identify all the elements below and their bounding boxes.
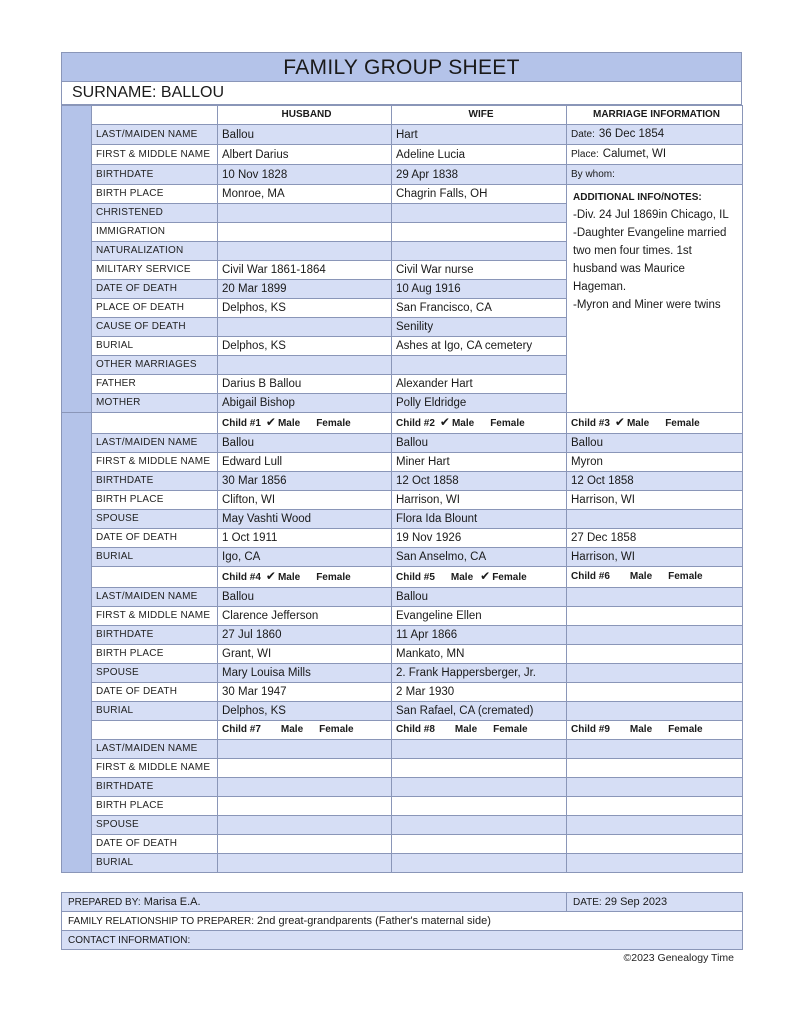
surname-row — [61, 82, 742, 105]
child-row — [62, 740, 743, 759]
notes-line: Hageman. — [573, 281, 627, 293]
child-9-field[interactable] — [567, 759, 743, 778]
child-7-field[interactable] — [218, 797, 392, 816]
wife-field[interactable] — [392, 356, 567, 375]
child-row — [62, 548, 743, 567]
child-row-label: FIRST & MIDDLE NAME — [92, 453, 218, 472]
child-5-field[interactable]: 2. Frank Happersberger, Jr. — [392, 664, 567, 683]
child-row — [62, 453, 743, 472]
wife-field[interactable]: 29 Apr 1838 — [392, 165, 567, 185]
vital-row-label: CAUSE OF DEATH — [92, 318, 218, 337]
child-row — [62, 664, 743, 683]
female-option[interactable] — [307, 724, 353, 735]
child-row-label: DATE OF DEATH — [92, 835, 218, 854]
child-header-6 — [567, 567, 743, 588]
child-4-field[interactable]: Mary Louisa Mills — [218, 664, 392, 683]
check-icon: ✔ — [614, 415, 625, 429]
child-9-field[interactable] — [567, 797, 743, 816]
child-9-field[interactable] — [567, 854, 743, 873]
vital-row-label: BIRTH PLACE — [92, 185, 218, 204]
child-2-field[interactable]: Ballou — [392, 434, 567, 453]
child-row — [62, 491, 743, 510]
child-row — [62, 472, 743, 491]
vital-row — [62, 145, 743, 165]
male-label: Male — [629, 571, 653, 582]
prepared-by-label: PREPARED BY: — [68, 897, 141, 908]
child-4-field[interactable]: Grant, WI — [218, 645, 392, 664]
wife-field[interactable]: Senility — [392, 318, 567, 337]
vital-row-label: FATHER — [92, 375, 218, 394]
child-9-field[interactable] — [567, 835, 743, 854]
female-label: Female — [316, 572, 351, 583]
child-row-label: BURIAL — [92, 854, 218, 873]
husband-field[interactable]: Ballou — [218, 125, 392, 145]
child-1-field[interactable]: Clifton, WI — [218, 491, 392, 510]
child-1-field[interactable]: 30 Mar 1856 — [218, 472, 392, 491]
child-header-2 — [392, 413, 567, 434]
male-option[interactable] — [263, 724, 303, 735]
vital-row-label: FIRST & MIDDLE NAME — [92, 145, 218, 165]
vital-row-label: MOTHER — [92, 394, 218, 413]
sheet-title: FAMILY GROUP SHEET — [61, 52, 742, 82]
child-5-field[interactable]: 2 Mar 1930 — [392, 683, 567, 702]
male-label: Male — [454, 724, 478, 735]
child-3-field[interactable]: Myron — [567, 453, 743, 472]
child-row — [62, 607, 743, 626]
male-label: Male — [629, 724, 653, 735]
wife-field[interactable]: San Francisco, CA — [392, 299, 567, 318]
child-9-field[interactable] — [567, 740, 743, 759]
male-label: Male — [450, 572, 474, 583]
child-5-field[interactable]: San Rafael, CA (cremated) — [392, 702, 567, 721]
vital-row-label: OTHER MARRIAGES — [92, 356, 218, 375]
copyright-text: ©2023 Genealogy Time — [623, 952, 734, 964]
husband-field[interactable]: 20 Mar 1899 — [218, 280, 392, 299]
child-7-field[interactable] — [218, 759, 392, 778]
marriage-date-field[interactable] — [567, 125, 743, 145]
female-label: Female — [668, 724, 703, 735]
male-option[interactable] — [612, 415, 650, 429]
husband-field[interactable] — [218, 242, 392, 261]
child-header-blank — [92, 567, 218, 588]
husband-field[interactable] — [218, 204, 392, 223]
vital-row-label: IMMIGRATION — [92, 223, 218, 242]
wife-field[interactable]: Adeline Lucia — [392, 145, 567, 165]
footer-date-label: DATE: — [573, 897, 602, 908]
wife-field[interactable]: Civil War nurse — [392, 261, 567, 280]
husband-header: HUSBAND — [218, 106, 392, 125]
child-2-field[interactable]: San Anselmo, CA — [392, 548, 567, 567]
child-6-field[interactable] — [567, 683, 743, 702]
child-2-field[interactable]: Harrison, WI — [392, 491, 567, 510]
child-number: Child #1 — [222, 418, 261, 429]
vital-row-label: NATURALIZATION — [92, 242, 218, 261]
child-row-label: SPOUSE — [92, 510, 218, 529]
female-option[interactable] — [656, 571, 702, 582]
notes-field[interactable] — [567, 185, 743, 413]
child-7-field[interactable] — [218, 835, 392, 854]
notes-line: -Div. 24 Jul 1869in Chicago, IL — [573, 209, 729, 221]
male-label: Male — [451, 418, 475, 429]
wife-field[interactable]: Hart — [392, 125, 567, 145]
child-4-field[interactable]: 30 Mar 1947 — [218, 683, 392, 702]
relationship-label: FAMILY RELATIONSHIP TO PREPARER: — [68, 916, 254, 927]
child-row-label: BIRTH PLACE — [92, 797, 218, 816]
child-row-label: BIRTHDATE — [92, 472, 218, 491]
child-4-field[interactable]: Ballou — [218, 588, 392, 607]
child-header-blank — [92, 413, 218, 434]
vital-row-label: DATE OF DEATH — [92, 280, 218, 299]
male-label: Male — [277, 418, 301, 429]
vital-row — [62, 125, 743, 145]
female-label: Female — [319, 724, 354, 735]
child-number: Child #9 — [571, 724, 610, 735]
child-row-label: SPOUSE — [92, 664, 218, 683]
child-row-label: BURIAL — [92, 548, 218, 567]
female-option[interactable] — [653, 418, 699, 429]
check-icon: ✔ — [439, 415, 450, 429]
child-header-9 — [567, 721, 743, 740]
vital-row-label: BIRTHDATE — [92, 165, 218, 185]
child-4-field[interactable]: Delphos, KS — [218, 702, 392, 721]
husband-field[interactable]: Darius B Ballou — [218, 375, 392, 394]
child-row-label: SPOUSE — [92, 816, 218, 835]
female-label: Female — [316, 418, 351, 429]
husband-field[interactable]: Delphos, KS — [218, 337, 392, 356]
female-option[interactable] — [477, 569, 527, 583]
child-header-5 — [392, 567, 567, 588]
child-row — [62, 778, 743, 797]
child-6-field[interactable] — [567, 626, 743, 645]
child-header-3 — [567, 413, 743, 434]
child-3-field[interactable]: Harrison, WI — [567, 491, 743, 510]
child-row-label: FIRST & MIDDLE NAME — [92, 759, 218, 778]
female-label: Female — [665, 418, 700, 429]
husband-field[interactable] — [218, 356, 392, 375]
marriage-by-field[interactable] — [567, 165, 743, 185]
child-number: Child #8 — [396, 724, 435, 735]
child-row-label: BIRTH PLACE — [92, 491, 218, 510]
notes-title: ADDITIONAL INFO/NOTES: — [573, 192, 702, 203]
child-row — [62, 683, 743, 702]
husband-field[interactable]: Delphos, KS — [218, 299, 392, 318]
child-header-1 — [218, 413, 392, 434]
child-6-field[interactable] — [567, 607, 743, 626]
child-8-field[interactable] — [392, 740, 567, 759]
child-1-field[interactable]: Ballou — [218, 434, 392, 453]
check-icon: ✔ — [265, 569, 276, 583]
marriage-place-field[interactable] — [567, 145, 743, 165]
child-1-field[interactable]: Edward Lull — [218, 453, 392, 472]
vital-row — [62, 165, 743, 185]
child-row-label: FIRST & MIDDLE NAME — [92, 607, 218, 626]
relationship-cell[interactable] — [62, 912, 743, 931]
child-number: Child #6 — [571, 571, 610, 582]
child-6-field[interactable] — [567, 702, 743, 721]
footer-date-value: 29 Sep 2023 — [604, 896, 668, 908]
wife-field[interactable]: Alexander Hart — [392, 375, 567, 394]
wife-field[interactable] — [392, 242, 567, 261]
male-option[interactable] — [437, 415, 475, 429]
child-row-label: LAST/MAIDEN NAME — [92, 740, 218, 759]
male-option[interactable] — [437, 572, 473, 583]
child-6-field[interactable] — [567, 664, 743, 683]
child-row-label: BIRTHDATE — [92, 626, 218, 645]
prepared-by-value: Marisa E.A. — [143, 896, 201, 908]
vital-row-label: MILITARY SERVICE — [92, 261, 218, 280]
child-row — [62, 645, 743, 664]
female-label: Female — [490, 418, 525, 429]
husband-field[interactable] — [218, 318, 392, 337]
child-row — [62, 797, 743, 816]
child-row-label: BIRTHDATE — [92, 778, 218, 797]
female-option[interactable] — [304, 418, 350, 429]
wife-field[interactable] — [392, 204, 567, 223]
child-row — [62, 854, 743, 873]
husband-field[interactable]: Civil War 1861-1864 — [218, 261, 392, 280]
husband-field[interactable]: Abigail Bishop — [218, 394, 392, 413]
child-row-label: BURIAL — [92, 702, 218, 721]
child-5-field[interactable]: 11 Apr 1866 — [392, 626, 567, 645]
child-row — [62, 510, 743, 529]
child-3-field[interactable]: 12 Oct 1858 — [567, 472, 743, 491]
relationship-value: 2nd great-grandparents (Father's maternal side) — [257, 915, 491, 927]
child-8-field[interactable] — [392, 778, 567, 797]
marriage-date-label: Date: — [571, 129, 595, 140]
child-3-field[interactable]: Harrison, WI — [567, 548, 743, 567]
child-number: Child #7 — [222, 724, 261, 735]
wife-field[interactable]: Polly Eldridge — [392, 394, 567, 413]
marriage-date-value: 36 Dec 1854 — [598, 128, 665, 140]
child-3-field[interactable] — [567, 510, 743, 529]
notes-line: two men four times. 1st — [573, 245, 692, 257]
child-header-8 — [392, 721, 567, 740]
child-1-field[interactable]: 1 Oct 1911 — [218, 529, 392, 548]
child-row — [62, 759, 743, 778]
child-row-label: DATE OF DEATH — [92, 683, 218, 702]
child-row — [62, 588, 743, 607]
child-5-field[interactable]: Ballou — [392, 588, 567, 607]
female-option[interactable] — [656, 724, 702, 735]
child-2-field[interactable]: 19 Nov 1926 — [392, 529, 567, 548]
child-7-field[interactable] — [218, 816, 392, 835]
male-option[interactable] — [263, 569, 301, 583]
husband-field[interactable]: Monroe, MA — [218, 185, 392, 204]
male-label: Male — [626, 418, 650, 429]
child-7-field[interactable] — [218, 854, 392, 873]
surname-label: SURNAME: — [72, 84, 157, 101]
male-option[interactable] — [612, 724, 652, 735]
child-row — [62, 626, 743, 645]
child-5-field[interactable]: Evangeline Ellen — [392, 607, 567, 626]
children-section-label — [62, 413, 92, 873]
husband-field[interactable]: 10 Nov 1828 — [218, 165, 392, 185]
child-number: Child #4 — [222, 572, 261, 583]
family-table — [61, 105, 743, 873]
husband-field[interactable] — [218, 223, 392, 242]
contact-cell[interactable] — [62, 931, 743, 950]
check-icon: ✔ — [480, 569, 491, 583]
vital-row-label: BURIAL — [92, 337, 218, 356]
marriage-place-label: Place: — [571, 149, 599, 160]
family-group-sheet — [61, 52, 742, 873]
contact-label: CONTACT INFORMATION: — [68, 935, 191, 946]
prepared-by-cell[interactable] — [62, 893, 567, 912]
female-option[interactable] — [481, 724, 527, 735]
wife-field[interactable] — [392, 223, 567, 242]
marriage-header: MARRIAGE INFORMATION — [567, 106, 743, 125]
child-5-field[interactable]: Mankato, MN — [392, 645, 567, 664]
child-8-field[interactable] — [392, 797, 567, 816]
child-row-label: LAST/MAIDEN NAME — [92, 434, 218, 453]
child-row — [62, 702, 743, 721]
male-label: Male — [277, 572, 301, 583]
child-header-7 — [218, 721, 392, 740]
child-row — [62, 434, 743, 453]
notes-line: -Myron and Miner were twins — [573, 299, 721, 311]
child-8-field[interactable] — [392, 854, 567, 873]
child-7-field[interactable] — [218, 740, 392, 759]
vital-row-label: LAST/MAIDEN NAME — [92, 125, 218, 145]
marriage-by-label: By whom: — [571, 169, 615, 180]
footer — [61, 892, 742, 950]
child-row — [62, 529, 743, 548]
notes-line: -Daughter Evangeline married — [573, 227, 727, 239]
child-header-4 — [218, 567, 392, 588]
child-9-field[interactable] — [567, 778, 743, 797]
husband-field[interactable]: Albert Darius — [218, 145, 392, 165]
child-row — [62, 835, 743, 854]
female-option[interactable] — [304, 572, 350, 583]
child-3-field[interactable]: 27 Dec 1858 — [567, 529, 743, 548]
child-8-field[interactable] — [392, 759, 567, 778]
female-label: Female — [492, 572, 527, 583]
surname-value[interactable]: BALLOU — [160, 84, 225, 101]
child-row-label: BIRTH PLACE — [92, 645, 218, 664]
vital-row-label: CHRISTENED — [92, 204, 218, 223]
notes-line: husband was Maurice — [573, 263, 685, 275]
child-8-field[interactable] — [392, 835, 567, 854]
child-9-field[interactable] — [567, 816, 743, 835]
female-label: Female — [668, 571, 703, 582]
male-label: Male — [280, 724, 304, 735]
male-option[interactable] — [612, 571, 652, 582]
male-option[interactable] — [437, 724, 477, 735]
child-7-field[interactable] — [218, 778, 392, 797]
label-header-blank — [92, 106, 218, 125]
child-6-field[interactable] — [567, 645, 743, 664]
wife-field[interactable]: Chagrin Falls, OH — [392, 185, 567, 204]
child-header-blank — [92, 721, 218, 740]
wife-field[interactable]: Ashes at Igo, CA cemetery — [392, 337, 567, 356]
child-row-label: LAST/MAIDEN NAME — [92, 588, 218, 607]
footer-table — [61, 892, 743, 950]
child-2-field[interactable]: 12 Oct 1858 — [392, 472, 567, 491]
child-4-field[interactable]: Clarence Jefferson — [218, 607, 392, 626]
female-label: Female — [493, 724, 528, 735]
vital-row-label: PLACE OF DEATH — [92, 299, 218, 318]
female-option[interactable] — [478, 418, 524, 429]
child-number: Child #3 — [571, 418, 610, 429]
child-row-label: DATE OF DEATH — [92, 529, 218, 548]
wife-header: WIFE — [392, 106, 567, 125]
footer-date-cell[interactable] — [567, 893, 743, 912]
child-number: Child #2 — [396, 418, 435, 429]
wife-field[interactable]: 10 Aug 1916 — [392, 280, 567, 299]
male-option[interactable] — [263, 415, 301, 429]
child-8-field[interactable] — [392, 816, 567, 835]
marriage-place-value: Calumet, WI — [602, 148, 667, 160]
child-2-field[interactable]: Flora Ida Blount — [392, 510, 567, 529]
child-row — [62, 816, 743, 835]
child-number: Child #5 — [396, 572, 435, 583]
vital-row — [62, 185, 743, 204]
child-3-field[interactable]: Ballou — [567, 434, 743, 453]
child-1-field[interactable]: May Vashti Wood — [218, 510, 392, 529]
child-1-field[interactable]: Igo, CA — [218, 548, 392, 567]
child-2-field[interactable]: Miner Hart — [392, 453, 567, 472]
check-icon: ✔ — [265, 415, 276, 429]
child-6-field[interactable] — [567, 588, 743, 607]
child-4-field[interactable]: 27 Jul 1860 — [218, 626, 392, 645]
vital-section-label — [62, 106, 92, 413]
